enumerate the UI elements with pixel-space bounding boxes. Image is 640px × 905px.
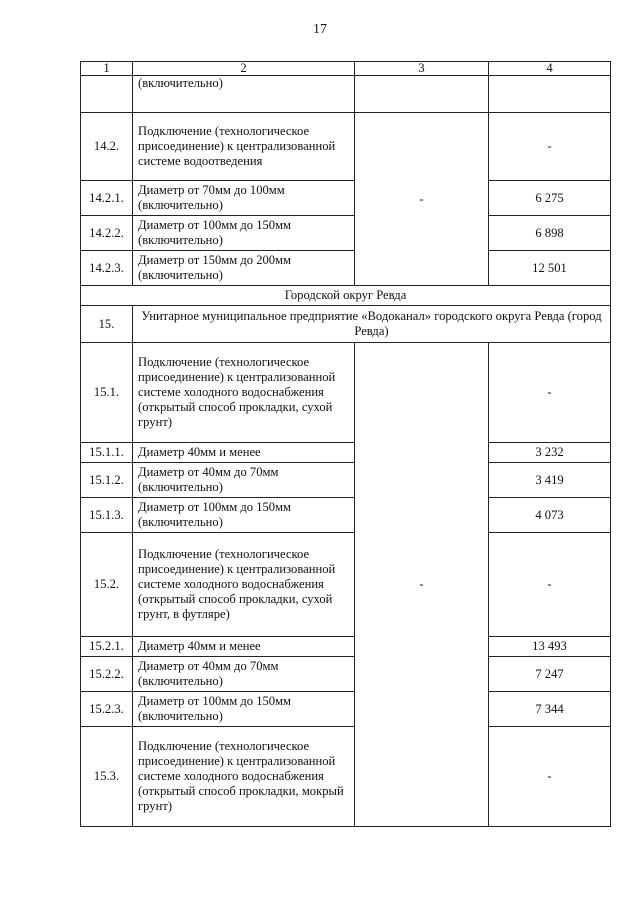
- row-description: Диаметр от 150мм до 200мм (включительно): [133, 251, 355, 286]
- row-number: 15.2.3.: [81, 692, 133, 727]
- table-row: [81, 533, 611, 637]
- header-cell: 1: [81, 62, 133, 76]
- row-value: 6 275: [489, 181, 611, 216]
- table-row: [81, 692, 611, 727]
- row-number: [81, 76, 133, 113]
- table-header-row: [81, 62, 611, 76]
- table-row: [81, 637, 611, 657]
- row-description: Подключение (технологическое присоединение) к централизованной системе холодного водоснабжения (открытый способ прокладки, сухой грунт, в футляре): [133, 533, 355, 637]
- row-value: -: [489, 727, 611, 827]
- row-number: 15.1.1.: [81, 443, 133, 463]
- row-number: 15.2.2.: [81, 657, 133, 692]
- row-description: Диаметр от 100мм до 150мм (включительно): [133, 498, 355, 533]
- row-number: 15.2.: [81, 533, 133, 637]
- table-row: [81, 76, 611, 113]
- header-cell: 3: [355, 62, 489, 76]
- row-description: Диаметр 40мм и менее: [133, 637, 355, 657]
- row-number: 15.2.1.: [81, 637, 133, 657]
- page-number: 17: [313, 22, 327, 37]
- row-value: 6 898: [489, 216, 611, 251]
- row-value: 12 501: [489, 251, 611, 286]
- section-title: Городской округ Ревда: [81, 286, 611, 306]
- row-value: 13 493: [489, 637, 611, 657]
- table-row: [81, 463, 611, 498]
- row-col3: [355, 76, 489, 113]
- table-row: [81, 113, 611, 181]
- table-row: [81, 727, 611, 827]
- row-description: Диаметр 40мм и менее: [133, 443, 355, 463]
- row-value: 4 073: [489, 498, 611, 533]
- row-value: 3 232: [489, 443, 611, 463]
- row-number: 15.3.: [81, 727, 133, 827]
- table-row: [81, 498, 611, 533]
- row-description: Диаметр от 70мм до 100мм (включительно): [133, 181, 355, 216]
- row-number: 14.2.3.: [81, 251, 133, 286]
- header-cell: 4: [489, 62, 611, 76]
- row-description: Диаметр от 100мм до 150мм (включительно): [133, 216, 355, 251]
- row-description: Подключение (технологическое присоединение) к централизованной системе холодного водоснабжения (открытый способ прокладки, мокрый грунт): [133, 727, 355, 827]
- row-description: Диаметр от 100мм до 150мм (включительно): [133, 692, 355, 727]
- section-title-row: [81, 286, 611, 306]
- row-number: 15.1.3.: [81, 498, 133, 533]
- row-value: -: [489, 343, 611, 443]
- row-value: 3 419: [489, 463, 611, 498]
- row-number: 15.1.: [81, 343, 133, 443]
- row-number: 14.2.1.: [81, 181, 133, 216]
- table-row: [81, 443, 611, 463]
- row-description: Подключение (технологическое присоединение) к централизованной системе холодного водоснабжения (открытый способ прокладки, сухой грунт): [133, 343, 355, 443]
- row-col3: -: [355, 113, 489, 286]
- row-number: 15.1.2.: [81, 463, 133, 498]
- tariff-table: [80, 61, 611, 827]
- table-row: [81, 181, 611, 216]
- row-description: Диаметр от 40мм до 70мм (включительно): [133, 657, 355, 692]
- row-number: 14.2.2.: [81, 216, 133, 251]
- row-value: 7 247: [489, 657, 611, 692]
- row-value: [489, 76, 611, 113]
- row-description: (включительно): [133, 76, 355, 113]
- row-value: -: [489, 113, 611, 181]
- table-row: [81, 343, 611, 443]
- row-col3: -: [355, 343, 489, 827]
- row-description: Подключение (технологическое присоединение) к централизованной системе водоотведения: [133, 113, 355, 181]
- row-value: -: [489, 533, 611, 637]
- table-row: [81, 216, 611, 251]
- row-number: 14.2.: [81, 113, 133, 181]
- organization-row: [81, 306, 611, 343]
- row-description: Диаметр от 40мм до 70мм (включительно): [133, 463, 355, 498]
- row-value: 7 344: [489, 692, 611, 727]
- table-row: [81, 657, 611, 692]
- header-cell: 2: [133, 62, 355, 76]
- organization-name: Унитарное муниципальное предприятие «Водоканал» городского округа Ревда (город Ревда): [133, 306, 611, 343]
- row-number: 15.: [81, 306, 133, 343]
- table-row: [81, 251, 611, 286]
